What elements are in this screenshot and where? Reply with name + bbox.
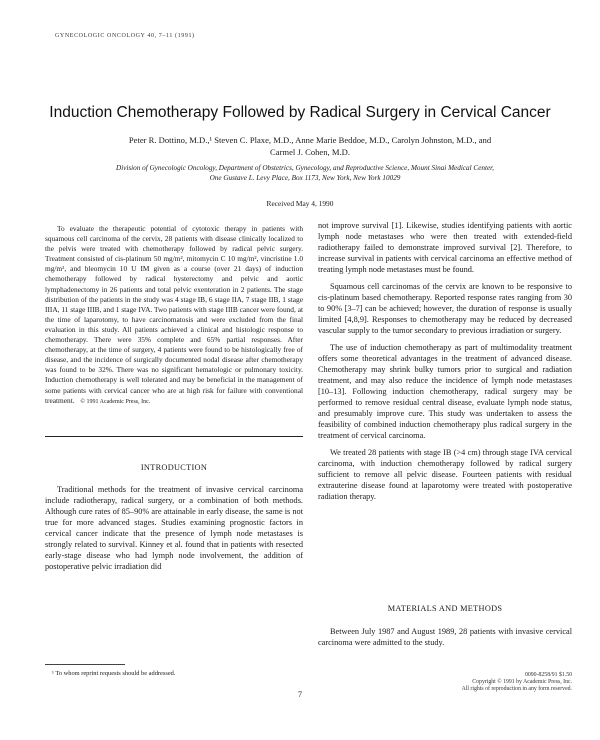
right-paragraph-3: The use of induction chemotherapy as part of multimodality treatment offers some theoretical advantages in the treatment of advanced disease. Chemotherapy may shrink bulky tumors prior to surgical and radiation treatment, and may also reduce the incidence of lymph node metastases [10–13]. Following induction chemotherapy, radical surgery may be performed to remove residual central disease, evaluate lymph node status, and presumably improve cure. This study was undertaken to assess the feasibility of combined induction chemotherapy plus radical surgery in the treatment of cervical carcinoma. [318,343,572,440]
copyright-line-1: 0090-8258/91 $1.50 [524,672,572,678]
right-paragraph-1: not improve survival [1]. Likewise, studies identifying patients with aortic lymph node metastases who were then treated with extended-field radiotherapy failed to demonstrate improved survival [2]. Therefore, to increase survival in patients with cervical carcinoma an effective method of treating lymph node metastases must be found. [318,221,572,274]
article-title: Induction Chemotherapy Followed by Radical Surgery in Cervical Cancer [49,104,551,121]
copyright-line-3: All rights of reproduction in any form reserved. [461,686,572,693]
materials-methods-body [318,626,572,648]
affiliation-line-2: One Gustave L. Levy Place, Box 1173, New York, New York 10029 [209,174,401,182]
copyright-line-2: Copyright © 1991 by Academic Press, Inc. [472,679,572,686]
introduction-heading: INTRODUCTION [140,463,208,472]
right-column-body [318,220,572,508]
abstract-divider [45,436,303,437]
mm-paragraph: Between July 1987 and August 1989, 28 patients with invasive cervical carcinoma were admitted to the study. [318,627,572,647]
author-list [60,134,560,158]
abstract-text: To evaluate the therapeutic potential of cytotoxic therapy in patients with squamous cell carcinoma of the cervix, 28 patients with disease clinically localized to the pelvis were treated with chemotherapy followed by radical pelvic surgery. Treatment consisted of cis-platinum 50 mg/m², mitomycin C 10 mg/m², vincristine 1.0 mg/m², and bleomycin 10 U IM given as a course (over 21 days) of induction chemotherapy followed by radical hysterectomy and pelvic and aortic lymphadenectomy in 26 patients and total pelvic exenteration in 2 patients. The stage distribution of the patients in the study was 4 stage IB, 6 stage IIA, 7 stage IIB, 1 stage IIIA, 11 stage IIIB, and 1 stage IVA. Two patients with stage IIIB cancer were found, at the time of laparotomy, to have carcinomatosis and were excluded from the final evaluation in this study. All patients achieved a clinical and histologic response to chemotherapy. There were 35% complete and 65% partial responses. After chemotherapy, at the time of surgery, 4 patients were found to be histologically free of disease, and the incidence of surgically documented nodal disease after chemotherapy was found to be 32%. There was no significant hematologic or pulmonary toxicity. Induction chemotherapy is well tolerated and may be beneficial in the management of some patients with cervical cancer who are at high risk for failure with conventional treatment. [45,224,303,405]
abstract [45,224,303,407]
running-head: GYNECOLOGIC ONCOLOGY 40, 7–11 (1991) [55,33,195,39]
copyright-block [420,672,572,694]
received-date: Received May 4, 1990 [266,199,334,208]
authors-line-2: Carmel J. Cohen, M.D. [270,147,350,157]
footnote-rule [45,664,125,665]
materials-methods-heading: MATERIALS AND METHODS [387,604,503,613]
intro-paragraph: Traditional methods for the treatment of invasive cervical carcinoma include radiotherapy, radical surgery, or a combination of both methods. Although cure rates of 85–90% are attainable in early disease, the same is not true for more advanced stages. Studies examining prognostic factors in cervical cancer indicate that the presence of lymph node metastases is strongly related to survival. Kinney et al. found that in patients with resected early-stage disease who had lymph node involvement, the addition of postoperative pelvic irradiation did [45,485,303,571]
right-paragraph-4: We treated 28 patients with stage IB (>4 cm) through stage IVA cervical carcinoma, with induction chemotherapy followed by radical surgery sufficient to remove all pelvic disease. Fourteen patients with residual extrauterine disease found at laparotomy were treated with postoperative radiation therapy. [318,448,572,501]
authors-line-1: Peter R. Dottino, M.D.,¹ Steven C. Plaxe, M.D., Anne Marie Beddoe, M.D., Carolyn Johnston, M.D., and [128,135,492,145]
right-paragraph-2: Squamous cell carcinomas of the cervix are known to be responsive to cis-platinum based chemotherapy. Reported response rates ranging from 30 to 90% [3–7] can be achieved; however, the duration of response is usually limited [4,8,9]. Responses to chemotherapy may be reduced by decreased vascular supply to the tumor secondary to previous irradiation or surgery. [318,282,572,335]
affiliation [60,163,550,183]
page-number: 7 [298,690,302,699]
abstract-copyright: © 1991 Academic Press, Inc. [80,398,151,405]
affiliation-line-1: Division of Gynecologic Oncology, Department of Obstetrics, Gynecology, and Reproductive Science, Mount Sinai Medical Center, [116,164,494,172]
footnote: ¹ To whom reprint requests should be addressed. [52,670,176,677]
introduction-body [45,484,303,572]
